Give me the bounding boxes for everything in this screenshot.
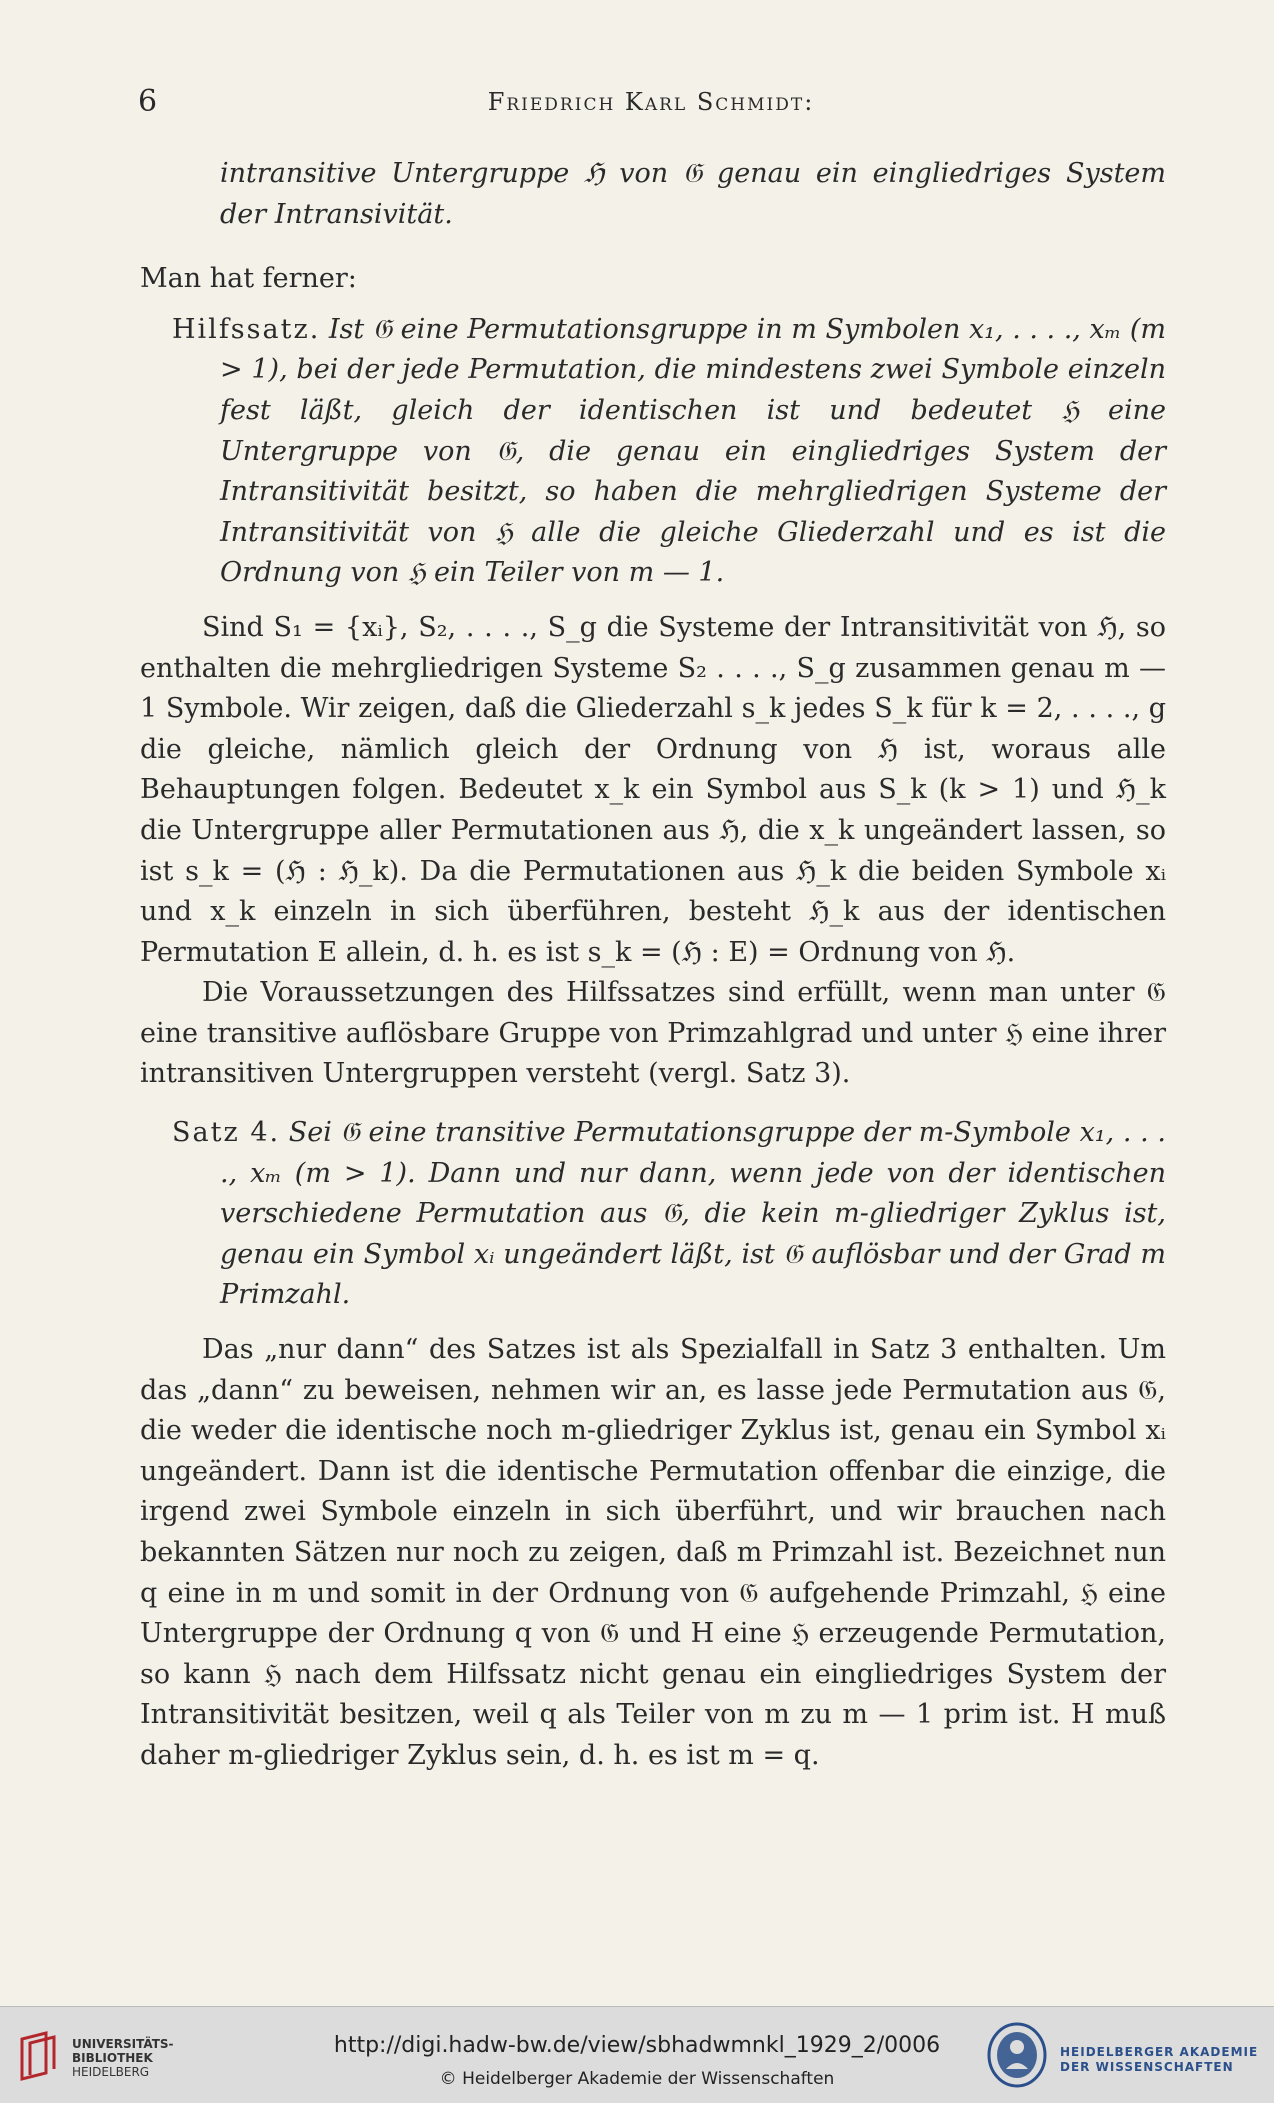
hilfssatz-lead: Hilfssatz. [172,313,321,345]
running-head: Friedrich Karl Schmidt: [487,88,815,116]
uni-line-1: UNIVERSITÄTS- [72,2037,174,2051]
satz-4-text: Sei 𝔊 eine transitive Permutationsgruppe der m-Symbole x₁, . . . ., xₘ (m > 1). Dann und nur dann, wenn jede von der identischen verschiedene Permutation aus 𝔊, die kein m-gliedriger Zyklus ist, genau ein Symbol xᵢ ungeändert läßt, ist 𝔊 auflösbar und der Grad m Primzahl. [220,1117,1166,1311]
proof-paragraph-1: Sind S₁ = {xᵢ}, S₂, . . . ., S_g die Systeme der Intransitivität von ℌ, so enthalten die mehrgliedrigen Systeme S₂ . . . ., S_g zusammen genau m — 1 Symbole. Wir zeigen, daß die Gliederzahl s_k jedes S_k für k = 2, . . . ., g die gleiche, nämlich gleich der Ordnung von ℌ ist, woraus alle Behauptungen folgen. Bedeutet x_k ein Symbol aus S_k (k > 1) und ℌ_k die Untergruppe aller Permutationen aus ℌ, die x_k ungeändert lassen, so ist s_k = (ℌ : ℌ_k). Da die Permutationen aus ℌ_k die beiden Symbole xᵢ und x_k einzeln in sich überführen, besteht ℌ_k aus der identischen Permutation E allein, d. h. es ist s_k = (ℌ : E) = Ordnung von ℌ. [140,611,1166,968]
academy-line-2: DER WISSENSCHAFTEN [1060,2060,1234,2074]
satz-4-lead: Satz 4. [172,1117,281,1149]
page-body [140,150,1166,1777]
plain-line: Man hat ferner: [140,263,357,295]
proof-paragraph-3: Das „nur dann“ des Satzes ist als Spezialfall in Satz 3 enthalten. Um das „dann“ zu beweisen, nehmen wir an, es lasse jede Permutation aus 𝔊, die weder die identische noch m-gliedriger Zyklus ist, genau ein Symbol xᵢ ungeändert. Dann ist die identische Permutation offenbar die einzige, die irgend zwei Symbole einzeln in sich überführt, und wir brauchen nach bekannten Sätzen nur noch zu zeigen, daß m Primzahl ist. Bezeichnet nun q eine in m und somit in der Ordnung von 𝔊 aufgehende Primzahl, ℌ eine Untergruppe der Ordnung q von 𝔊 und H eine ℌ erzeugende Permutation, so kann ℌ nach dem Hilfssatz nicht genau ein eingliedriges System der Intransitivität besitzen, weil q als Teiler von m zu m — 1 prim ist. H muß daher m-gliedriger Zyklus sein, d. h. es ist m = q. [140,1334,1166,1771]
footer-bar [0,2006,1274,2103]
academy-line-1: HEIDELBERGER AKADEMIE [1060,2045,1259,2059]
continuation-text-content: intransitive Untergruppe ℌ von 𝔊 genau ein eingliedriges System der Intransivität. [220,158,1166,230]
page-number: 6 [138,84,158,119]
academy-seal-icon [986,2021,1048,2089]
continuation-text [220,154,1166,235]
proof-paragraph-2: Die Voraussetzungen des Hilfssatzes sind erfüllt, wenn man unter 𝔊 eine transitive auflösbare Gruppe von Primzahlgrad und unter ℌ eine ihrer intransitiven Untergruppen versteht (vergl. Satz 3). [140,977,1166,1090]
uni-line-2: BIBLIOTHEK [72,2051,153,2065]
uni-line-3: HEIDELBERG [72,2065,150,2079]
hilfssatz-text: Ist 𝔊 eine Permutationsgruppe in m Symbolen x₁, . . . ., xₘ (m > 1), bei der jede Permutation, die mindestens zwei Symbole einzeln fest läßt, gleich der identischen ist und bedeutet ℌ eine Untergruppe von 𝔊, die genau ein eingliedriges System der Intransitivität besitzt, so haben die mehrgliedrigen Systeme der Intransitivität von ℌ alle die gleiche Gliederzahl und es ist die Ordnung von ℌ ein Teiler von m — 1. [220,313,1166,589]
page-header [138,84,1164,124]
satz-4 [172,1113,1166,1316]
permalink-url[interactable]: http://digi.hadw-bw.de/view/sbhadwmnkl_1929_2/0006 [333,2033,941,2058]
hilfssatz [172,310,1166,594]
copyright-notice: © Heidelberger Akademie der Wissenschaften [439,2069,835,2089]
academy-name [1060,2045,1258,2075]
